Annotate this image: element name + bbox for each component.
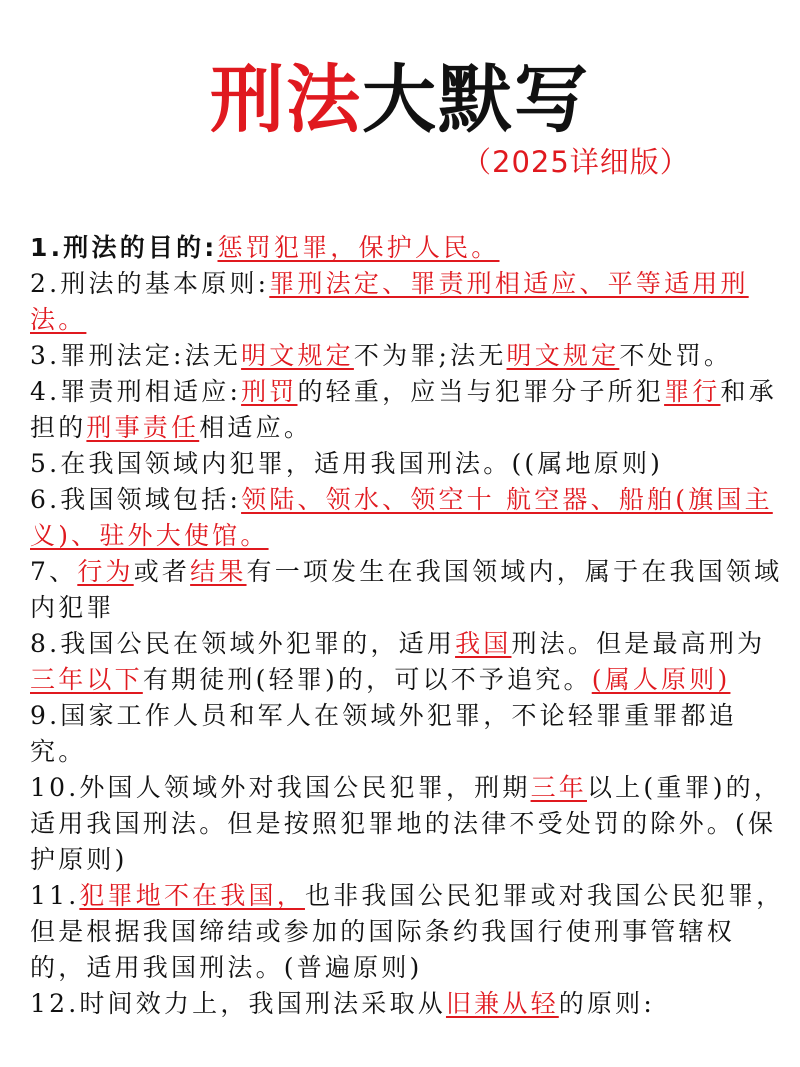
text-segment: 4.罪责刑相适应: — [30, 377, 242, 406]
text-line — [30, 302, 800, 338]
text-segment: 或者 — [133, 557, 191, 586]
text-line — [30, 626, 800, 662]
text-segment: 7、 — [30, 557, 78, 586]
highlighted-keyword: 犯罪地不在我国， — [79, 881, 305, 910]
highlighted-keyword: 刑事责任 — [86, 413, 200, 442]
text-segment: 6.我国领域包括: — [30, 485, 242, 514]
text-segment: 3.罪刑法定:法无 — [30, 341, 242, 370]
text-line — [30, 734, 800, 770]
highlighted-keyword: 明文规定 — [506, 341, 620, 370]
text-line — [30, 518, 800, 554]
text-segment: 也非我国公民犯罪或对我国公民犯罪， — [304, 881, 785, 910]
text-line — [30, 986, 800, 1022]
text-line — [30, 770, 800, 806]
text-line — [30, 482, 800, 518]
text-segment: 有期徒刑(轻罪)的，可以不予追究。 — [142, 665, 592, 694]
text-line — [30, 590, 800, 626]
title-black-part: 大默写 — [362, 57, 590, 143]
text-segment: 的原则: — [558, 989, 656, 1018]
title-red-part: 刑法 — [210, 57, 362, 143]
highlighted-keyword: 三年以下 — [30, 665, 143, 694]
highlighted-keyword: 明文规定 — [241, 341, 354, 370]
bold-text: 1.刑法的目的: — [30, 233, 218, 262]
text-line — [30, 878, 800, 914]
text-segment: 但是根据我国缔结或参加的国际条约我国行使刑事管辖权 — [30, 917, 736, 946]
text-segment: 以上(重罪)的， — [586, 773, 783, 802]
highlighted-keyword: 旧兼从轻 — [445, 989, 559, 1018]
subtitle: （2025详细版） — [462, 145, 690, 179]
text-segment: 10.外国人领域外对我国公民犯罪，刑期 — [30, 773, 531, 802]
text-line — [30, 806, 800, 842]
highlighted-keyword: 行为 — [77, 557, 134, 586]
text-segment: 究。 — [30, 737, 87, 766]
text-segment: 护原则) — [30, 845, 128, 874]
text-line — [30, 266, 800, 302]
text-line — [30, 950, 800, 986]
text-segment: 相适应。 — [199, 413, 313, 442]
text-line — [30, 842, 800, 878]
text-line — [30, 338, 800, 374]
highlighted-keyword: 法。 — [30, 305, 87, 334]
text-segment: 担的 — [30, 413, 87, 442]
text-segment: 的，适用我国刑法。(普遍原则) — [30, 953, 423, 982]
highlighted-keyword: 罪行 — [664, 377, 721, 406]
text-segment: 的轻重，应当与犯罪分子所犯 — [297, 377, 665, 406]
text-line — [30, 698, 800, 734]
text-line — [30, 374, 800, 410]
text-line — [30, 446, 800, 482]
text-segment: 2.刑法的基本原则: — [30, 269, 270, 298]
text-segment: 有一项发生在我国领域内，属于在我国领域 — [246, 557, 783, 586]
highlighted-keyword: 三年 — [530, 773, 587, 802]
text-segment: 不为罪;法无 — [353, 341, 507, 370]
text-line — [30, 662, 800, 698]
text-segment: 内犯罪 — [30, 593, 115, 622]
highlighted-keyword: 罪刑法定、罪责刑相适应、平等适用刑 — [269, 269, 749, 298]
highlighted-keyword: 义)、驻外大使馆。 — [30, 521, 269, 550]
document-body — [30, 230, 800, 1022]
text-line — [30, 554, 800, 590]
highlighted-keyword: 刑罚 — [241, 377, 298, 406]
text-segment: 12.时间效力上，我国刑法采取从 — [30, 989, 446, 1018]
text-segment: 刑法。但是最高刑为 — [511, 629, 766, 658]
highlighted-keyword: 结果 — [190, 557, 247, 586]
text-line — [30, 230, 800, 266]
text-line — [30, 410, 800, 446]
text-segment: 不处罚。 — [619, 341, 733, 370]
text-segment: 和承 — [720, 377, 777, 406]
text-segment: 5.在我国领域内犯罪，适用我国刑法。((属地原则) — [30, 449, 664, 478]
text-segment: 8.我国公民在领域外犯罪的，适用 — [30, 629, 456, 658]
text-segment: 11. — [30, 881, 80, 910]
text-segment: 9.国家工作人员和军人在领域外犯罪，不论轻罪重罪都追 — [30, 701, 738, 730]
highlighted-keyword: (属人原则) — [591, 665, 731, 694]
text-segment: 适用我国刑法。但是按照犯罪地的法律不受处罚的除外。(保 — [30, 809, 777, 838]
highlighted-keyword: 领陆、领水、领空十 航空器、船舶(旗国主 — [241, 485, 773, 514]
text-line — [30, 914, 800, 950]
highlighted-keyword: 我国 — [455, 629, 512, 658]
page-title — [0, 52, 800, 148]
highlighted-keyword: 惩罚犯罪，保护人民。 — [217, 233, 500, 262]
